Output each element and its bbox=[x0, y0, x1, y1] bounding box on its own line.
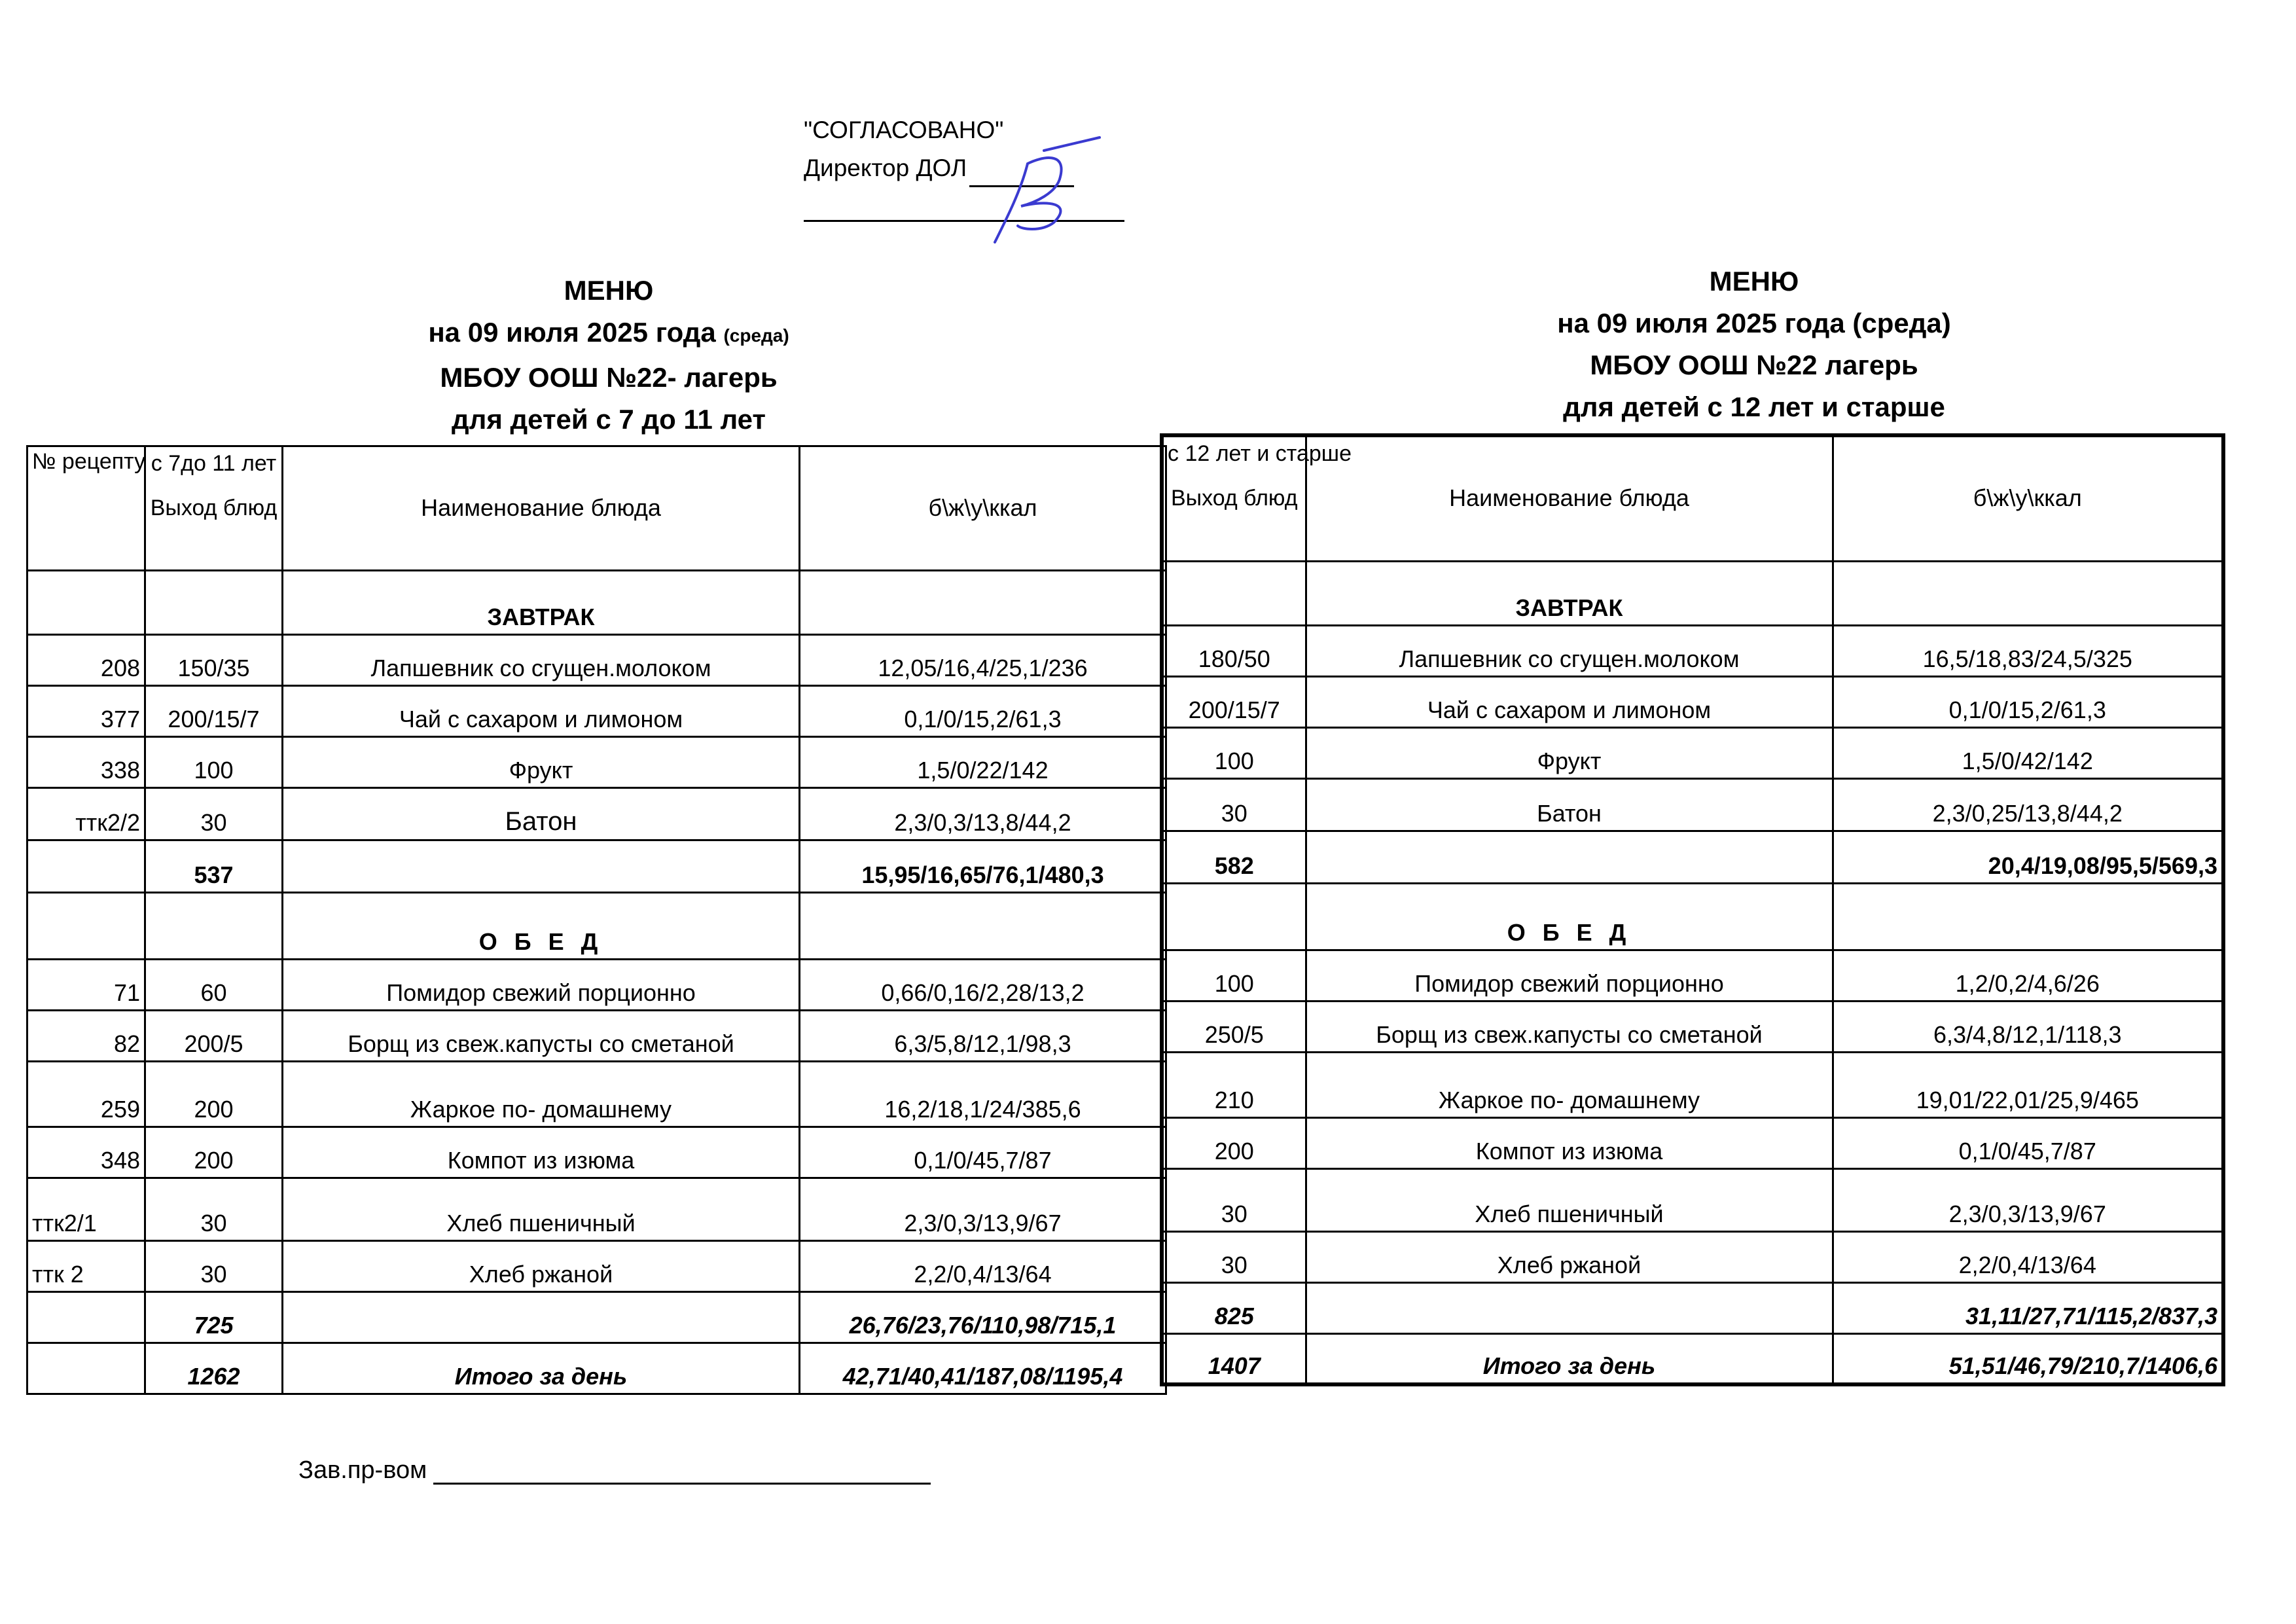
output-header: Выход блюд bbox=[1170, 486, 1298, 511]
day-total-output: 1407 bbox=[1162, 1333, 1306, 1384]
approval-heading: "СОГЛАСОВАНО" bbox=[804, 117, 1004, 143]
portion-output: 30 bbox=[145, 1178, 283, 1241]
dish-name: Хлеб пшеничный bbox=[283, 1178, 800, 1241]
left-menu-age-group: для детей с 7 до 11 лет bbox=[451, 404, 766, 435]
table-row bbox=[27, 1178, 1166, 1241]
recipe-number: ттк2/1 bbox=[27, 1178, 145, 1241]
recipe-number: 82 bbox=[27, 1011, 145, 1062]
right-menu-table bbox=[1160, 433, 2225, 1386]
day-total-row bbox=[27, 1343, 1166, 1394]
subtotal-nutrition: 31,11/27,71/115,2/837,3 bbox=[1833, 1282, 2223, 1333]
dish-name-header: Наименование блюда bbox=[1306, 435, 1833, 561]
left-menu-title: МЕНЮ bbox=[564, 275, 654, 306]
nutrition-value: 0,1/0/45,7/87 bbox=[800, 1127, 1166, 1178]
lunch-label: О Б Е Д bbox=[1306, 883, 1833, 950]
recipe-number-header: № рецепту bbox=[27, 446, 145, 571]
nutrition-value: 1,5/0/22/142 bbox=[800, 737, 1166, 788]
left-menu-date: на 09 июля 2025 года bbox=[428, 317, 716, 348]
dish-name: Компот из изюма bbox=[1306, 1117, 1833, 1168]
dish-name: Хлеб ржаной bbox=[283, 1241, 800, 1292]
table-row bbox=[27, 737, 1166, 788]
dish-name: Помидор свежий порционно bbox=[283, 960, 800, 1011]
left-menu-weekday: (среда) bbox=[723, 325, 789, 346]
portion-output: 210 bbox=[1162, 1052, 1306, 1117]
table-header-row bbox=[1162, 435, 2223, 561]
dish-name: Батон bbox=[283, 788, 800, 840]
nutrition-value: 0,66/0,16/2,28/13,2 bbox=[800, 960, 1166, 1011]
nutrition-header: б\ж\у\ккал bbox=[800, 446, 1166, 571]
dish-name-header: Наименование блюда bbox=[283, 446, 800, 571]
recipe-number: 348 bbox=[27, 1127, 145, 1178]
portion-output: 30 bbox=[1162, 1231, 1306, 1282]
nutrition-value: 2,2/0,4/13/64 bbox=[800, 1241, 1166, 1292]
dish-name: Жаркое по- домашнему bbox=[1306, 1052, 1833, 1117]
subtotal-output: 582 bbox=[1162, 831, 1306, 883]
portion-output: 100 bbox=[1162, 950, 1306, 1001]
age-header: с 12 лет и старше bbox=[1168, 441, 1352, 466]
table-row bbox=[1162, 1001, 2223, 1052]
table-row bbox=[1162, 1117, 2223, 1168]
recipe-number: 377 bbox=[27, 686, 145, 737]
table-header-row bbox=[27, 446, 1166, 571]
recipe-number: ттк 2 bbox=[27, 1241, 145, 1292]
production-manager-label: Зав.пр-вом bbox=[298, 1456, 427, 1484]
section-row-lunch bbox=[1162, 883, 2223, 950]
portion-output: 200 bbox=[145, 1062, 283, 1127]
day-total-nutrition: 51,51/46,79/210,7/1406,6 bbox=[1833, 1333, 2223, 1384]
dish-name: Компот из изюма bbox=[283, 1127, 800, 1178]
subtotal-row-breakfast bbox=[1162, 831, 2223, 883]
table-row bbox=[27, 1127, 1166, 1178]
left-menu-date-line bbox=[314, 312, 903, 357]
director-label: Директор ДОЛ bbox=[804, 154, 967, 181]
table-row bbox=[27, 635, 1166, 686]
table-row bbox=[1162, 778, 2223, 831]
portion-output: 200 bbox=[145, 1127, 283, 1178]
nutrition-value: 2,3/0,25/13,8/44,2 bbox=[1833, 778, 2223, 831]
subtotal-nutrition: 20,4/19,08/95,5/569,3 bbox=[1833, 831, 2223, 883]
breakfast-label: ЗАВТРАК bbox=[283, 571, 800, 635]
subtotal-row-breakfast bbox=[27, 840, 1166, 893]
age-output-header bbox=[1162, 435, 1352, 561]
portion-output: 100 bbox=[145, 737, 283, 788]
nutrition-value: 16,5/18,83/24,5/325 bbox=[1833, 625, 2223, 676]
recipe-number: ттк2/2 bbox=[27, 788, 145, 840]
table-row bbox=[27, 686, 1166, 737]
portion-output: 30 bbox=[145, 1241, 283, 1292]
breakfast-label: ЗАВТРАК bbox=[1306, 561, 1833, 625]
table-row bbox=[1162, 1052, 2223, 1117]
table-row bbox=[27, 1062, 1166, 1127]
subtotal-output: 825 bbox=[1162, 1282, 1306, 1333]
nutrition-value: 1,2/0,2/4,6/26 bbox=[1833, 950, 2223, 1001]
table-row bbox=[1162, 1168, 2223, 1231]
dish-name: Хлеб ржаной bbox=[1306, 1231, 1833, 1282]
subtotal-nutrition: 26,76/23,76/110,98/715,1 bbox=[800, 1292, 1166, 1343]
dish-name: Фрукт bbox=[283, 737, 800, 788]
lunch-label: О Б Е Д bbox=[283, 893, 800, 960]
left-menu-heading bbox=[314, 270, 903, 441]
nutrition-value: 1,5/0/42/142 bbox=[1833, 727, 2223, 778]
dish-name: Борщ из свеж.капусты со сметаной bbox=[283, 1011, 800, 1062]
dish-name: Лапшевник со сгущен.молоком bbox=[1306, 625, 1833, 676]
portion-output: 30 bbox=[1162, 1168, 1306, 1231]
portion-output: 250/5 bbox=[1162, 1001, 1306, 1052]
portion-output: 30 bbox=[1162, 778, 1306, 831]
right-menu-age-group: для детей с 12 лет и старше bbox=[1563, 391, 1945, 422]
age-header: с 7до 11 лет bbox=[151, 451, 277, 476]
portion-output: 60 bbox=[145, 960, 283, 1011]
production-manager-signature-blank bbox=[433, 1456, 931, 1485]
dish-name: Хлеб пшеничный bbox=[1306, 1168, 1833, 1231]
dish-name: Фрукт bbox=[1306, 727, 1833, 778]
day-total-output: 1262 bbox=[145, 1343, 283, 1394]
day-total-nutrition: 42,71/40,41/187,08/1195,4 bbox=[800, 1343, 1166, 1394]
recipe-number: 208 bbox=[27, 635, 145, 686]
nutrition-value: 6,3/5,8/12,1/98,3 bbox=[800, 1011, 1166, 1062]
nutrition-value: 12,05/16,4/25,1/236 bbox=[800, 635, 1166, 686]
right-menu-date: на 09 июля 2025 года (среда) bbox=[1557, 308, 1951, 338]
subtotal-row-lunch bbox=[1162, 1282, 2223, 1333]
dish-name: Жаркое по- домашнему bbox=[283, 1062, 800, 1127]
right-menu-title: МЕНЮ bbox=[1709, 266, 1799, 297]
section-row-lunch bbox=[27, 893, 1166, 960]
subtotal-output: 537 bbox=[145, 840, 283, 893]
portion-output: 30 bbox=[145, 788, 283, 840]
nutrition-value: 16,2/18,1/24/385,6 bbox=[800, 1062, 1166, 1127]
portion-output: 200 bbox=[1162, 1117, 1306, 1168]
day-total-label: Итого за день bbox=[283, 1343, 800, 1394]
table-row bbox=[1162, 1231, 2223, 1282]
nutrition-value: 2,3/0,3/13,8/44,2 bbox=[800, 788, 1166, 840]
right-menu-heading bbox=[1460, 261, 2049, 428]
portion-output: 200/5 bbox=[145, 1011, 283, 1062]
left-menu-school: МБОУ ООШ №22- лагерь bbox=[440, 362, 778, 393]
table-row bbox=[1162, 950, 2223, 1001]
subtotal-nutrition: 15,95/16,65/76,1/480,3 bbox=[800, 840, 1166, 893]
section-row-breakfast bbox=[27, 571, 1166, 635]
dish-name: Чай с сахаром и лимоном bbox=[283, 686, 800, 737]
nutrition-value: 19,01/22,01/25,9/465 bbox=[1833, 1052, 2223, 1117]
nutrition-value: 0,1/0/15,2/61,3 bbox=[800, 686, 1166, 737]
table-row bbox=[27, 1241, 1166, 1292]
portion-output: 200/15/7 bbox=[1162, 676, 1306, 727]
dish-name: Чай с сахаром и лимоном bbox=[1306, 676, 1833, 727]
day-total-label: Итого за день bbox=[1306, 1333, 1833, 1384]
nutrition-value: 0,1/0/45,7/87 bbox=[1833, 1117, 2223, 1168]
nutrition-value: 6,3/4,8/12,1/118,3 bbox=[1833, 1001, 2223, 1052]
table-row bbox=[1162, 727, 2223, 778]
portion-output: 200/15/7 bbox=[145, 686, 283, 737]
nutrition-value: 2,3/0,3/13,9/67 bbox=[1833, 1168, 2223, 1231]
table-row bbox=[27, 960, 1166, 1011]
subtotal-output: 725 bbox=[145, 1292, 283, 1343]
portion-output: 100 bbox=[1162, 727, 1306, 778]
table-row bbox=[1162, 676, 2223, 727]
age-output-header bbox=[145, 446, 283, 571]
recipe-number: 71 bbox=[27, 960, 145, 1011]
table-row bbox=[1162, 625, 2223, 676]
recipe-number: 259 bbox=[27, 1062, 145, 1127]
handwritten-signature bbox=[982, 131, 1113, 249]
recipe-number: 338 bbox=[27, 737, 145, 788]
portion-output: 150/35 bbox=[145, 635, 283, 686]
dish-name: Помидор свежий порционно bbox=[1306, 950, 1833, 1001]
dish-name: Борщ из свеж.капусты со сметаной bbox=[1306, 1001, 1833, 1052]
subtotal-row-lunch bbox=[27, 1292, 1166, 1343]
section-row-breakfast bbox=[1162, 561, 2223, 625]
dish-name: Батон bbox=[1306, 778, 1833, 831]
nutrition-value: 2,3/0,3/13,9/67 bbox=[800, 1178, 1166, 1241]
footer-signature-line bbox=[298, 1456, 931, 1485]
left-menu-table bbox=[26, 445, 1167, 1395]
dish-name: Лапшевник со сгущен.молоком bbox=[283, 635, 800, 686]
nutrition-header: б\ж\у\ккал bbox=[1833, 435, 2223, 561]
nutrition-value: 0,1/0/15,2/61,3 bbox=[1833, 676, 2223, 727]
output-header: Выход блюд bbox=[150, 496, 278, 520]
right-menu-school: МБОУ ООШ №22 лагерь bbox=[1590, 350, 1918, 380]
day-total-row bbox=[1162, 1333, 2223, 1384]
table-row bbox=[27, 1011, 1166, 1062]
table-row bbox=[27, 788, 1166, 840]
nutrition-value: 2,2/0,4/13/64 bbox=[1833, 1231, 2223, 1282]
portion-output: 180/50 bbox=[1162, 625, 1306, 676]
